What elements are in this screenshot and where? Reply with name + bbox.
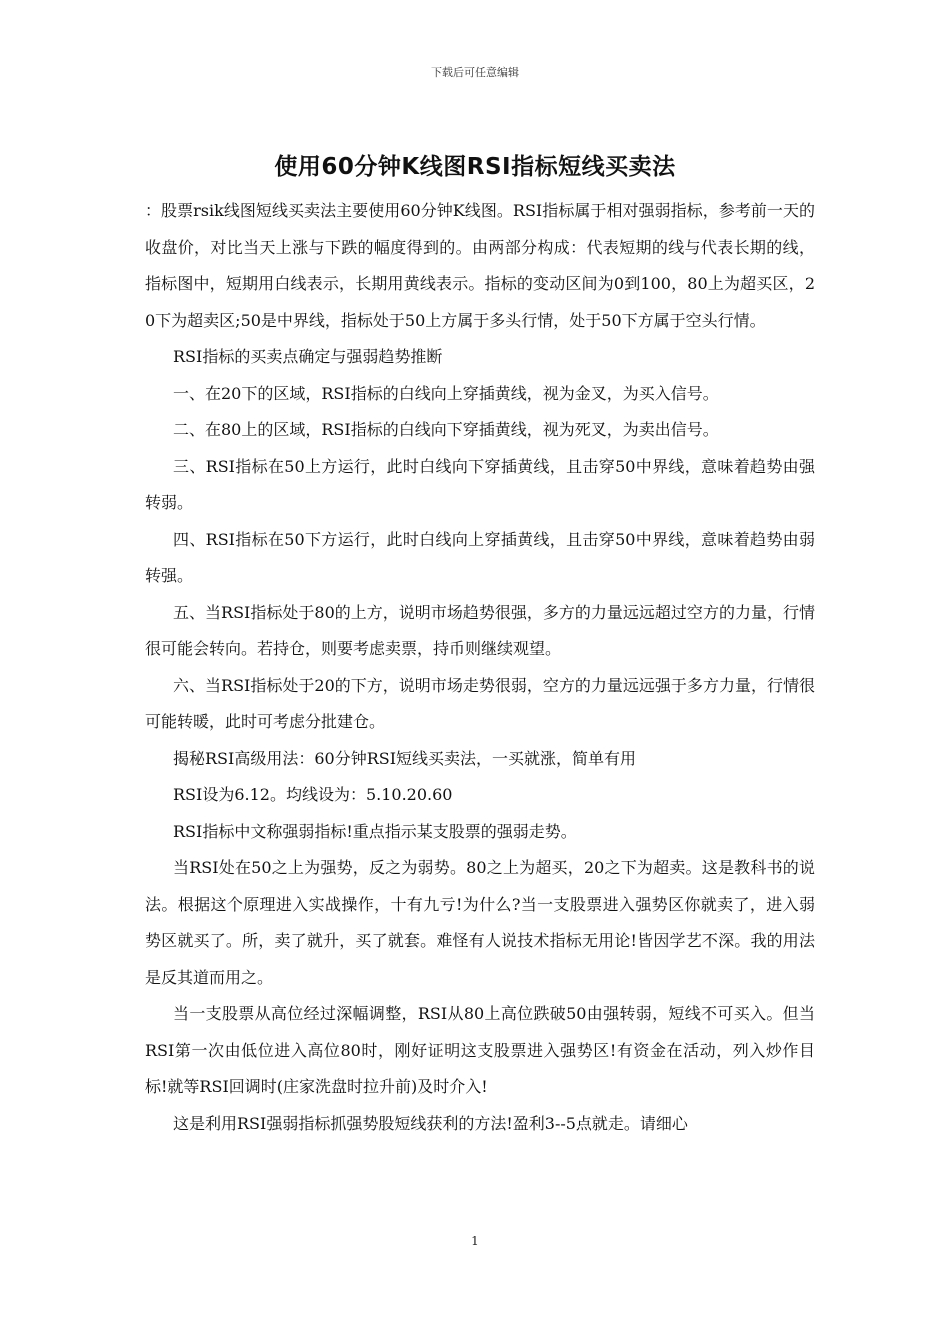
- paragraph-intro: ：股票rsik线图短线买卖法主要使用60分钟K线图。RSI指标属于相对强弱指标，参考前一天的收盘价，对比当天上涨与下跌的幅度得到的。由两部分构成：代表短期的线与代表长期的线，指标图中，短期用白线表示，长期用黄线表示。指标的变动区间为0到100，80上为超买区，20下为超卖区;50是中界线，指标处于50上方属于多头行情，处于50下方属于空头行情。: [145, 201, 815, 330]
- paragraph-conclusion: 这是利用RSI强弱指标抓强势股短线获利的方法!盈利3--5点就走。请细心: [173, 1113, 688, 1133]
- paragraph-definition: RSI指标中文称强弱指标!重点指示某支股票的强弱走势。: [173, 821, 577, 841]
- paragraph-rule-1: 一、在20下的区域，RSI指标的白线向上穿插黄线，视为金叉，为买入信号。: [173, 383, 719, 403]
- paragraph-advanced-usage: 揭秘RSI高级用法：60分钟RSI短线买卖法，一买就涨，简单有用: [173, 748, 637, 768]
- paragraph-rule-4: 四、RSI指标在50下方运行，此时白线向上穿插黄线，且击穿50中界线，意味着趋势由弱转强。: [145, 529, 815, 585]
- paragraph-textbook-method: 当RSI处在50之上为强势，反之为弱势。80之上为超买，20之下为超卖。这是教科书的说法。根据这个原理进入实战操作，十有九亏!为什么?当一支股票进入强势区你就卖了，进入弱势区就买了。所，卖了就升，买了就套。难怪有人说技术指标无用论!皆因学艺不深。我的用法是反其道而用之。: [145, 858, 815, 987]
- paragraph-rule-2: 二、在80上的区域，RSI指标的白线向下穿插黄线，视为死叉，为卖出信号。: [173, 420, 719, 439]
- header-note: 下载后可任意编辑: [431, 66, 519, 79]
- paragraph-settings: RSI设为6.12。均线设为：5.10.20.60: [173, 785, 453, 804]
- page-number: 1: [471, 1234, 479, 1248]
- paragraph-subheading: RSI指标的买卖点确定与强弱趋势推断: [173, 347, 443, 366]
- paragraph-rule-5: 五、当RSI指标处于80的上方，说明市场趋势很强，多方的力量远远超过空方的力量，行情很可能会转向。若持仓，则要考虑卖票，持币则继续观望。: [145, 602, 815, 658]
- paragraph-rule-6: 六、当RSI指标处于20的下方，说明市场走势很弱，空方的力量远远强于多方力量，行情很可能转暖，此时可考虑分批建仓。: [145, 675, 815, 731]
- document-body: [145, 193, 815, 1142]
- document-title: 使用60分钟K线图RSI指标短线买卖法: [274, 154, 676, 180]
- paragraph-entry-method: 当一支股票从高位经过深幅调整，RSI从80上高位跌破50由强转弱，短线不可买入。但当RSI第一次由低位进入高位80时，刚好证明这支股票进入强势区!有资金在活动，列入炒作目标!就等RSI回调时(庄家洗盘时拉升前)及时介入!: [145, 1004, 815, 1096]
- paragraph-rule-3: 三、RSI指标在50上方运行，此时白线向下穿插黄线，且击穿50中界线，意味着趋势由强转弱。: [145, 456, 815, 512]
